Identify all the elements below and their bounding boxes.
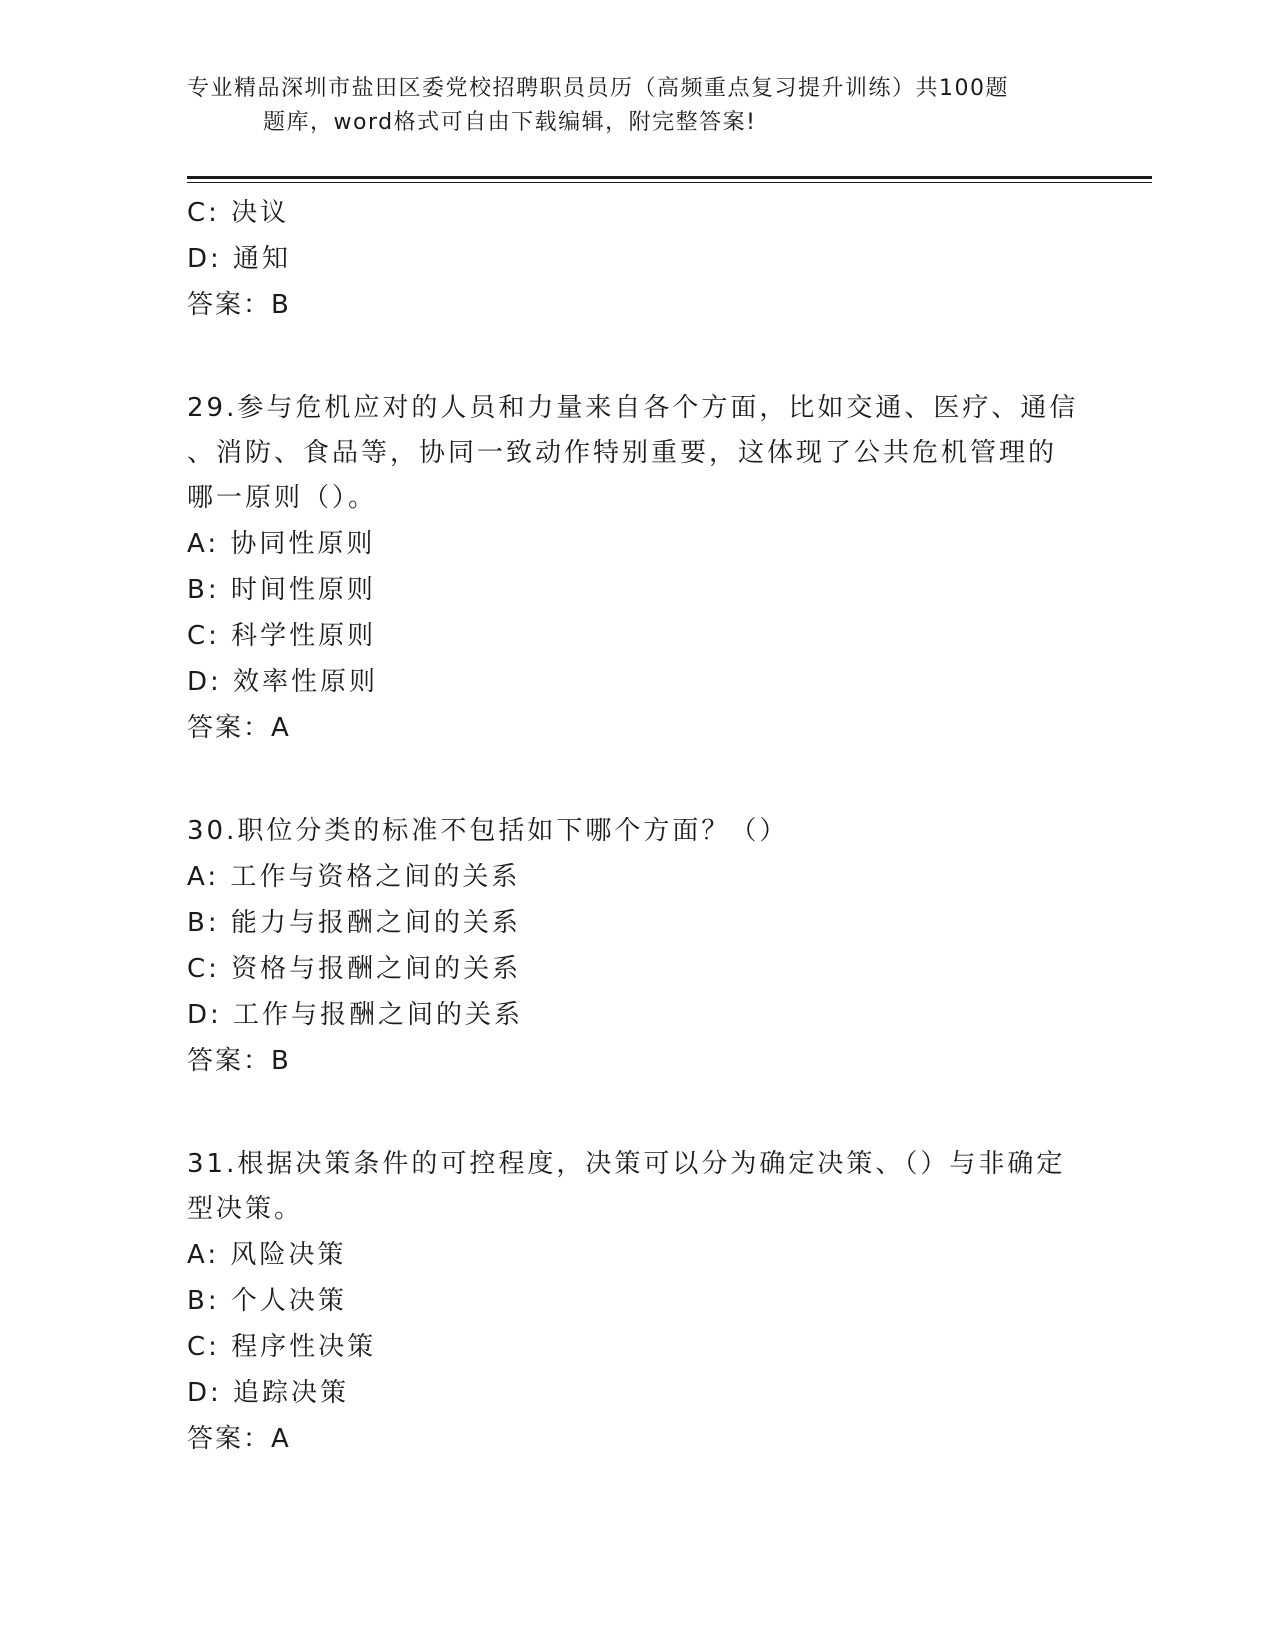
option-c: C: 科学性原则 [187,621,377,651]
question-stem-line: 型决策。 [187,1194,304,1224]
option-a: A: 协同性原则 [187,529,376,559]
option-d: D: 追踪决策 [187,1378,350,1408]
prev-question-block [187,190,1087,328]
question-stem-line: 、消防、食品等，协同一致动作特别重要，这体现了公共危机管理的 [187,438,1058,468]
answer-line: 答案：A [187,713,291,743]
spacer [187,751,1087,809]
option-d: D: 通知 [187,244,292,274]
question-content [187,190,1087,1462]
option-c: C: 资格与报酬之间的关系 [187,954,522,984]
header-title-line-2: 题库，word格式可自由下载编辑，附完整答案! [263,110,757,135]
question-stem-line: 30.职位分类的标准不包括如下哪个方面？（） [187,816,789,846]
option-b: B: 个人决策 [187,1286,347,1316]
spacer [187,328,1087,386]
question-stem-line: 29.参与危机应对的人员和力量来自各个方面，比如交通、医疗、通信 [187,393,1079,423]
spacer [187,1084,1087,1142]
answer-line: 答案：B [187,290,291,320]
option-d: D: 效率性原则 [187,667,379,697]
answer-line: 答案：A [187,1424,291,1454]
option-a: A: 工作与资格之间的关系 [187,862,521,892]
question-block-31 [187,1142,1087,1462]
option-b: B: 能力与报酬之间的关系 [187,908,521,938]
option-a: A: 风险决策 [187,1240,347,1270]
question-stem-line: 31.根据决策条件的可控程度，决策可以分为确定决策、（）与非确定 [187,1149,1066,1179]
option-c: C: 程序性决策 [187,1332,377,1362]
header-title-line-1: 专业精品深圳市盐田区委党校招聘职员员历（高频重点复习提升训练）共100题 [187,76,1009,101]
option-b: B: 时间性原则 [187,575,376,605]
question-stem-line: 哪一原则（）。 [187,483,378,513]
header-divider-thick [187,176,1152,179]
question-block-29 [187,386,1087,751]
option-c: C: 决议 [187,198,290,228]
question-block-30 [187,809,1087,1084]
option-d: D: 工作与报酬之间的关系 [187,1000,524,1030]
answer-line: 答案：B [187,1046,291,1076]
document-header [187,72,1047,140]
header-divider-thin [187,182,1152,183]
